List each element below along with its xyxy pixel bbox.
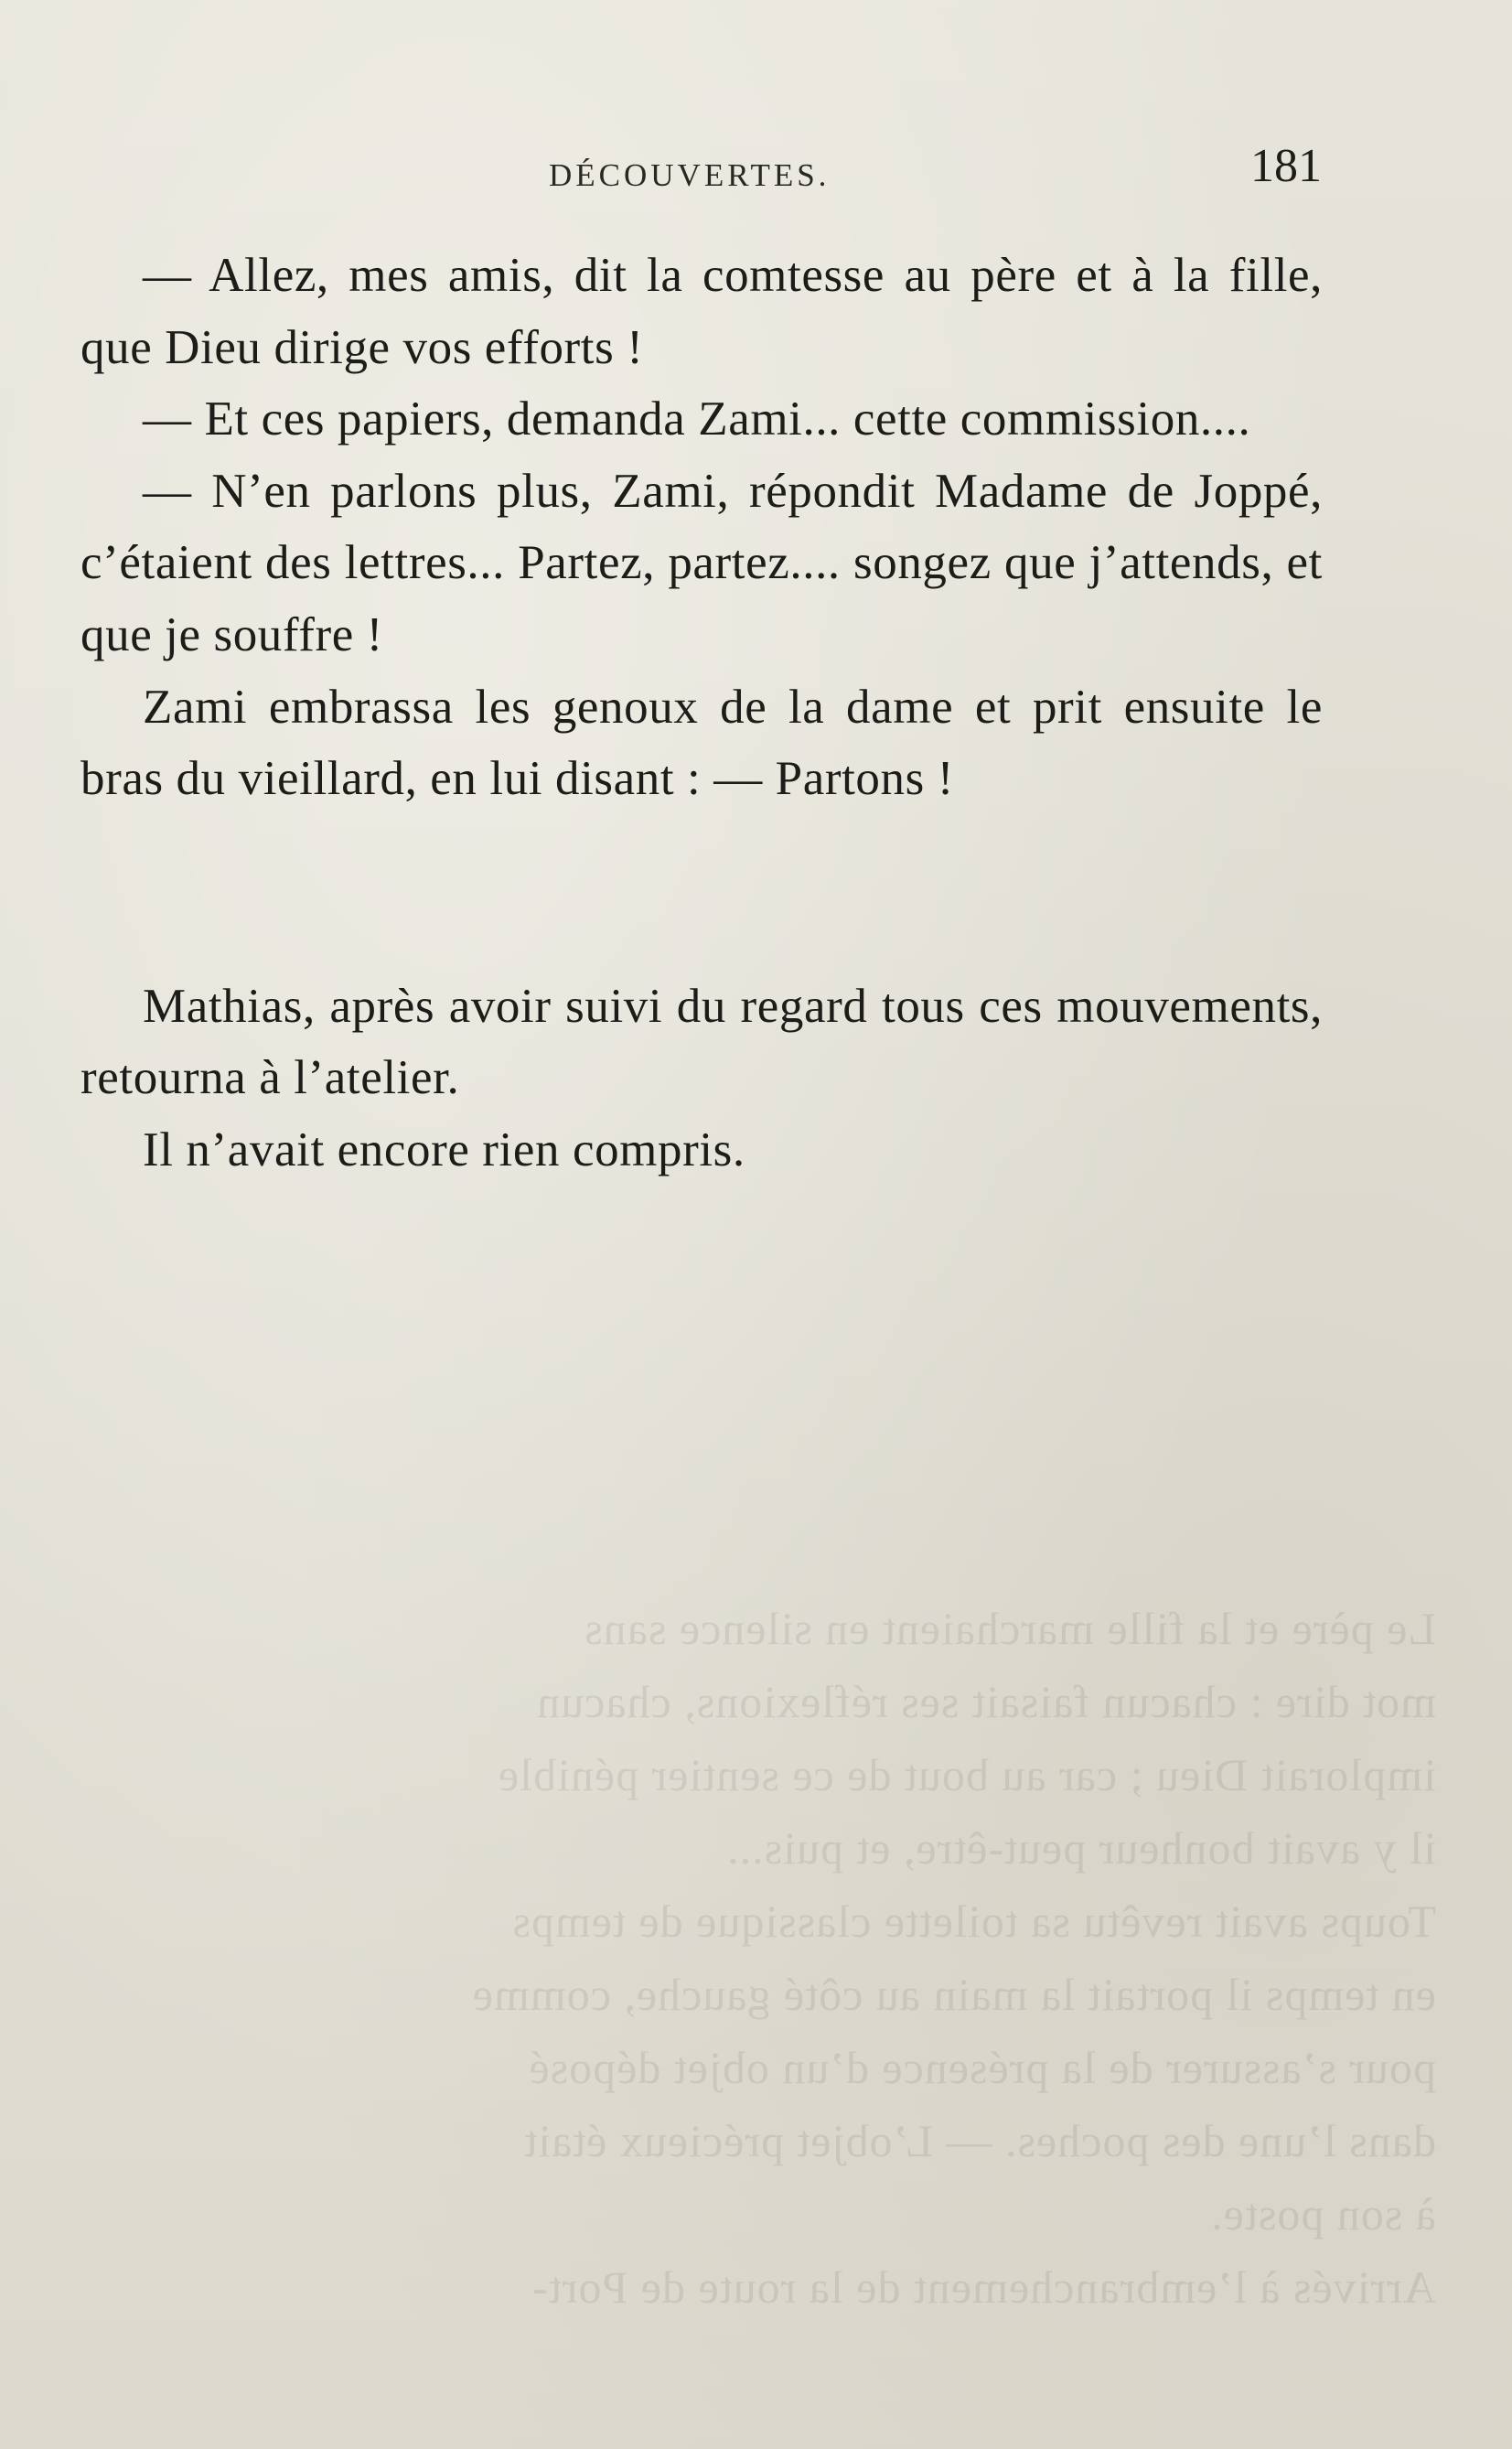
show-through-line: Le père et la fille marchaient en silence sans	[584, 1603, 1436, 1654]
paragraph: Zami embrassa les genoux de la dame et prit ensuite le bras du vieillard, en lui disant : — Partons !	[80, 680, 1323, 806]
show-through-line: implorait Dieu ; car au bout de ce sentier pénible	[497, 1749, 1436, 1800]
show-through-line: pour s’assurer de la présence d’un objet déposé	[528, 2042, 1436, 2093]
show-through-line: Toups avait revêtu sa toilette classique de temps	[511, 1896, 1436, 1947]
show-through-line: Arrivés à l’embranchement de la route de Port-	[531, 2261, 1436, 2313]
paragraph: — Allez, mes amis, dit la comtesse au père et à la fille, que Dieu dirige vos efforts !	[80, 249, 1323, 374]
body-text	[80, 240, 1323, 1187]
show-through-line: mot dire : chacun faisait ses réflexions, chacun	[536, 1676, 1436, 1727]
show-through-line: en temps il portait la main au côté gauche, comme	[471, 1969, 1436, 2020]
show-through-line: il y avait bonheur peut-être, et puis...	[726, 1822, 1436, 1874]
page-header	[78, 137, 1322, 210]
section-break	[80, 815, 1323, 971]
paragraph	[80, 383, 1323, 456]
page-number: 181	[1250, 140, 1322, 192]
paragraph: Il n’avait encore rien compris.	[143, 1122, 745, 1176]
paragraph: Mathias, après avoir suivi du regard tous ces mouvements, retourna à l’atelier.	[80, 979, 1323, 1105]
show-through-line: à son poste.	[1210, 2188, 1436, 2240]
paragraph: — N’en parlons plus, Zami, répondit Madame de Joppé, c’étaient des lettres... Partez, partez.... songez que j’attends, et que je souffre !	[80, 464, 1323, 661]
paragraph-text: — Et ces papiers, demanda Zami... cette commission....	[143, 392, 1251, 446]
running-head: DÉCOUVERTES.	[549, 157, 831, 193]
show-through-line: dans l’une des poches. — L’objet précieux était	[523, 2115, 1436, 2166]
